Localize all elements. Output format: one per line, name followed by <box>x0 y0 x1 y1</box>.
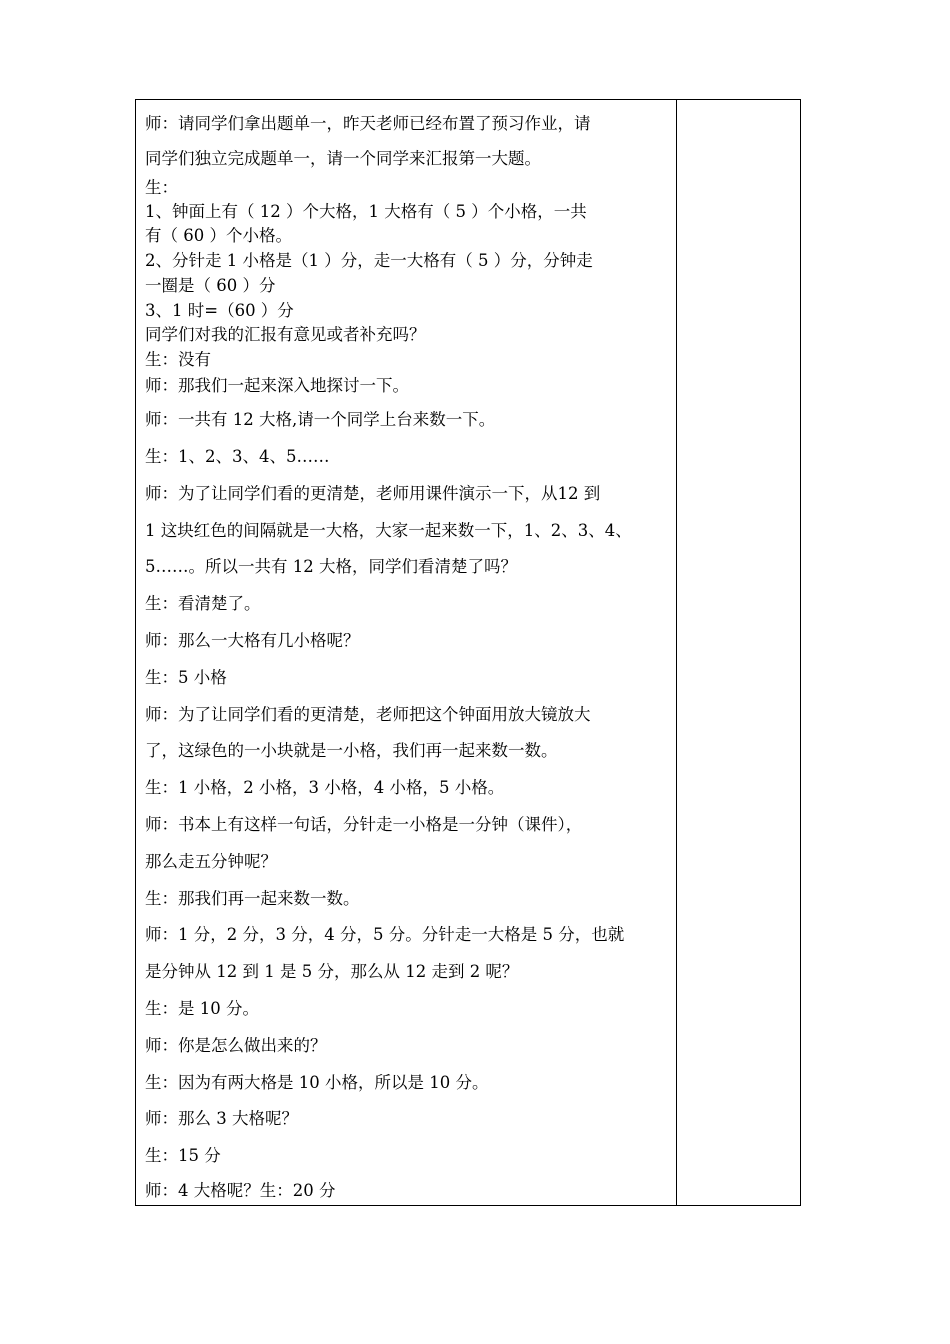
transcript-line: 同学们独立完成题单一，请一个同学来汇报第一大题。 <box>145 149 541 168</box>
transcript-line: 师：一共有 12 大格,请一个同学上台来数一下。 <box>145 410 496 429</box>
transcript-line: 那么走五分钟呢？ <box>145 852 277 871</box>
transcript-line: 生：1、2、3、4、5…… <box>145 447 330 466</box>
transcript-line: 5……。所以一共有 12 大格，同学们看清楚了吗？ <box>145 557 517 576</box>
transcript-line: 了，这绿色的一小块就是一小格，我们再一起来数一数。 <box>145 741 558 760</box>
notes-cell <box>677 100 800 1205</box>
transcript-line: 生：那我们再一起来数一数。 <box>145 889 360 908</box>
transcript-line: 生：没有 <box>145 350 211 369</box>
lesson-table <box>135 99 801 1206</box>
transcript-line: 师：4 大格呢？生：20 分 <box>145 1181 336 1200</box>
transcript-line: 师：请同学们拿出题单一，昨天老师已经布置了预习作业，请 <box>145 114 591 133</box>
transcript-line: 3、1 时=（60 ）分 <box>145 301 294 320</box>
transcript-line: 是分钟从 12 到 1 是 5 分，那么从 12 走到 2 呢？ <box>145 962 519 981</box>
transcript-line: 师：书本上有这样一句话，分针走一小格是一分钟（课件）， <box>145 815 583 834</box>
transcript-line: 师：那么一大格有几小格呢？ <box>145 631 360 650</box>
transcript-line: 1、钟面上有（ 12 ）个大格，1 大格有（ 5 ）个小格，一共 <box>145 202 587 221</box>
transcript-line: 2、分针走 1 小格是（1 ）分，走一大格有（ 5 ）分，分钟走 <box>145 251 593 270</box>
transcript-line: 师：1 分，2 分，3 分，4 分，5 分。分针走一大格是 5 分，也就 <box>145 925 625 944</box>
transcript-line: 师：那么 3 大格呢？ <box>145 1109 298 1128</box>
transcript-line: 一圈是（ 60 ）分 <box>145 276 276 295</box>
transcript-line: 师：为了让同学们看的更清楚，老师把这个钟面用放大镜放大 <box>145 705 591 724</box>
transcript-line: 生：5 小格 <box>145 668 227 687</box>
transcript-line: 有（ 60 ）个小格。 <box>145 226 292 245</box>
transcript-line: 师：为了让同学们看的更清楚，老师用课件演示一下，从12 到 <box>145 484 601 503</box>
transcript-line: 生： <box>145 178 178 197</box>
transcript-line: 生：是 10 分。 <box>145 999 259 1018</box>
transcript-line: 生：15 分 <box>145 1146 221 1165</box>
transcript-line: 师：那我们一起来深入地探讨一下。 <box>145 376 409 395</box>
transcript-line: 生：1 小格，2 小格，3 小格，4 小格，5 小格。 <box>145 778 505 797</box>
lesson-transcript-cell <box>136 100 677 1205</box>
transcript-line: 同学们对我的汇报有意见或者补充吗？ <box>145 325 426 344</box>
transcript-line: 1 这块红色的间隔就是一大格，大家一起来数一下，1、2、3、4、 <box>145 521 632 540</box>
transcript-line: 生：看清楚了。 <box>145 594 261 613</box>
transcript-line: 生：因为有两大格是 10 小格，所以是 10 分。 <box>145 1073 489 1092</box>
transcript-line: 师：你是怎么做出来的？ <box>145 1036 327 1055</box>
